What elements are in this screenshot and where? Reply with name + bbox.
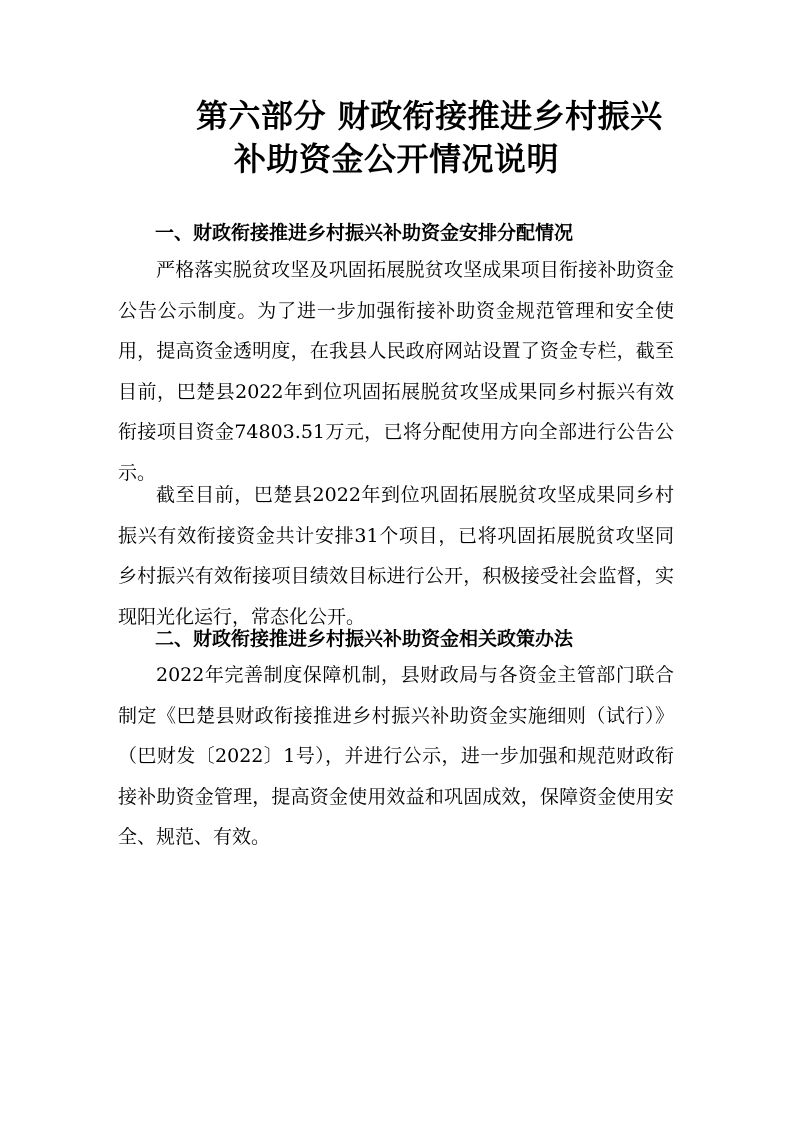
section-1-paragraph-1: 严格落实脱贫攻坚及巩固拓展脱贫攻坚成果项目衔接补助资金公告公示制度。为了进一步加强衔接补助资金规范管理和安全使用，提高资金透明度，在我县人民政府网站设置了资金专栏，截至目前，巴楚县2022年到位巩固拓展脱贫攻坚成果同乡村振兴有效衔接项目资金74803.51万元，已将分配使用方向全部进行公告公示。 <box>118 259 674 484</box>
document-title-line-2: 补助资金公开情况说明 <box>234 140 560 178</box>
section-1-paragraph-2: 截至目前，巴楚县2022年到位巩固拓展脱贫攻坚成果同乡村振兴有效衔接资金共计安排31个项目，已将巩固拓展脱贫攻坚同乡村振兴有效衔接项目绩效目标进行公开，积极接受社会监督，实现阳光化运行，常态化公开。 <box>118 484 674 628</box>
section-2-paragraph-1: 2022年完善制度保障机制，县财政局与各资金主管部门联合制定《巴楚县财政衔接推进乡村振兴补助资金实施细则（试行）》（巴财发〔2022〕1号），并进行公示，进一步加强和规范财政衔接补助资金管理，提高资金使用效益和巩固成效，保障资金使用安全、规范、有效。 <box>118 664 674 848</box>
document-title-line-1: 第六部分 财政衔接推进乡村振兴 <box>196 97 663 135</box>
section-2-heading: 二、财政衔接推进乡村振兴补助资金相关政策办法 <box>155 628 574 650</box>
section-1-heading: 一、财政衔接推进乡村振兴补助资金安排分配情况 <box>155 222 574 244</box>
